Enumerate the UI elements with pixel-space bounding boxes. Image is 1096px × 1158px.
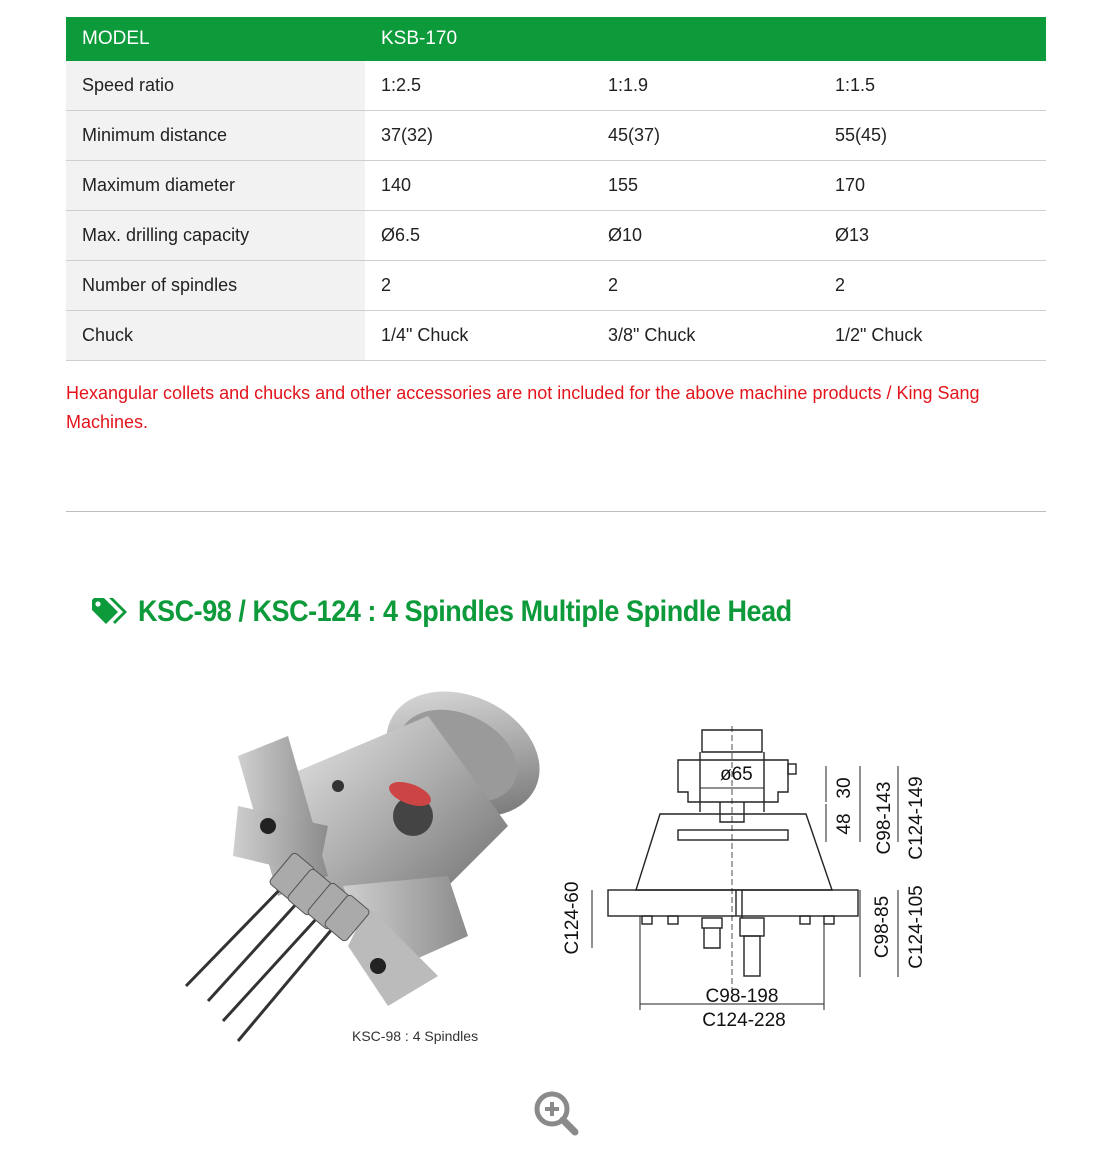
row-value: 2 — [365, 261, 592, 311]
row-label: Max. drilling capacity — [66, 211, 365, 261]
table-row — [66, 311, 1046, 361]
row-value: 170 — [819, 161, 1046, 211]
dim-c98-85: C98-85 — [872, 895, 893, 959]
row-value: 1/2" Chuck — [819, 311, 1046, 361]
accessories-notice: Hexangular collets and chucks and other accessories are not included for the above machine products / King Sang Machines. — [66, 383, 980, 432]
section-heading — [90, 592, 864, 632]
row-value: Ø13 — [819, 211, 1046, 261]
row-value: 1:1.5 — [819, 61, 1046, 111]
tag-icon — [90, 596, 130, 628]
row-value: 37(32) — [365, 111, 592, 161]
row-value: 2 — [819, 261, 1046, 311]
header-model-name: KSB-170 — [365, 17, 1046, 61]
row-value: 3/8" Chuck — [592, 311, 819, 361]
section-title: KSC-98 / KSC-124 : 4 Spindles Multiple Spindle Head — [138, 595, 792, 628]
row-value: 55(45) — [819, 111, 1046, 161]
dim-c124-105: C124-105 — [906, 885, 927, 969]
row-label: Speed ratio — [66, 61, 365, 111]
product-photo[interactable] — [178, 676, 552, 1048]
zoom-in-icon[interactable] — [533, 1090, 579, 1136]
table-row — [66, 261, 1046, 311]
row-value: 45(37) — [592, 111, 819, 161]
section-divider — [66, 511, 1046, 512]
dim-c124-149: C124-149 — [906, 776, 927, 860]
spec-table — [66, 17, 1046, 361]
table-row — [66, 161, 1046, 211]
dim-48: 48 — [834, 813, 855, 835]
dim-c124-60: C124-60 — [562, 881, 583, 955]
table-header-row — [66, 17, 1046, 61]
dim-30: 30 — [834, 777, 855, 799]
dim-c98-143: C98-143 — [874, 781, 895, 855]
row-value: 1:1.9 — [592, 61, 819, 111]
row-label: Chuck — [66, 311, 365, 361]
photo-caption: KSC-98 : 4 Spindles — [352, 1028, 479, 1044]
row-label: Number of spindles — [66, 261, 365, 311]
row-value: 155 — [592, 161, 819, 211]
row-value: 140 — [365, 161, 592, 211]
table-row — [66, 111, 1046, 161]
table-row — [66, 211, 1046, 261]
row-label: Minimum distance — [66, 111, 365, 161]
header-model: MODEL — [66, 17, 365, 61]
row-value: Ø10 — [592, 211, 819, 261]
row-label: Maximum diameter — [66, 161, 365, 211]
technical-drawing[interactable] — [560, 722, 940, 1032]
row-value: 1:2.5 — [365, 61, 592, 111]
row-value: Ø6.5 — [365, 211, 592, 261]
dim-c124-228: C124-228 — [702, 1010, 786, 1031]
table-row — [66, 61, 1046, 111]
dim-bore: ø65 — [720, 764, 753, 785]
row-value: 2 — [592, 261, 819, 311]
dim-c98-198: C98-198 — [705, 986, 779, 1007]
row-value: 1/4" Chuck — [365, 311, 592, 361]
